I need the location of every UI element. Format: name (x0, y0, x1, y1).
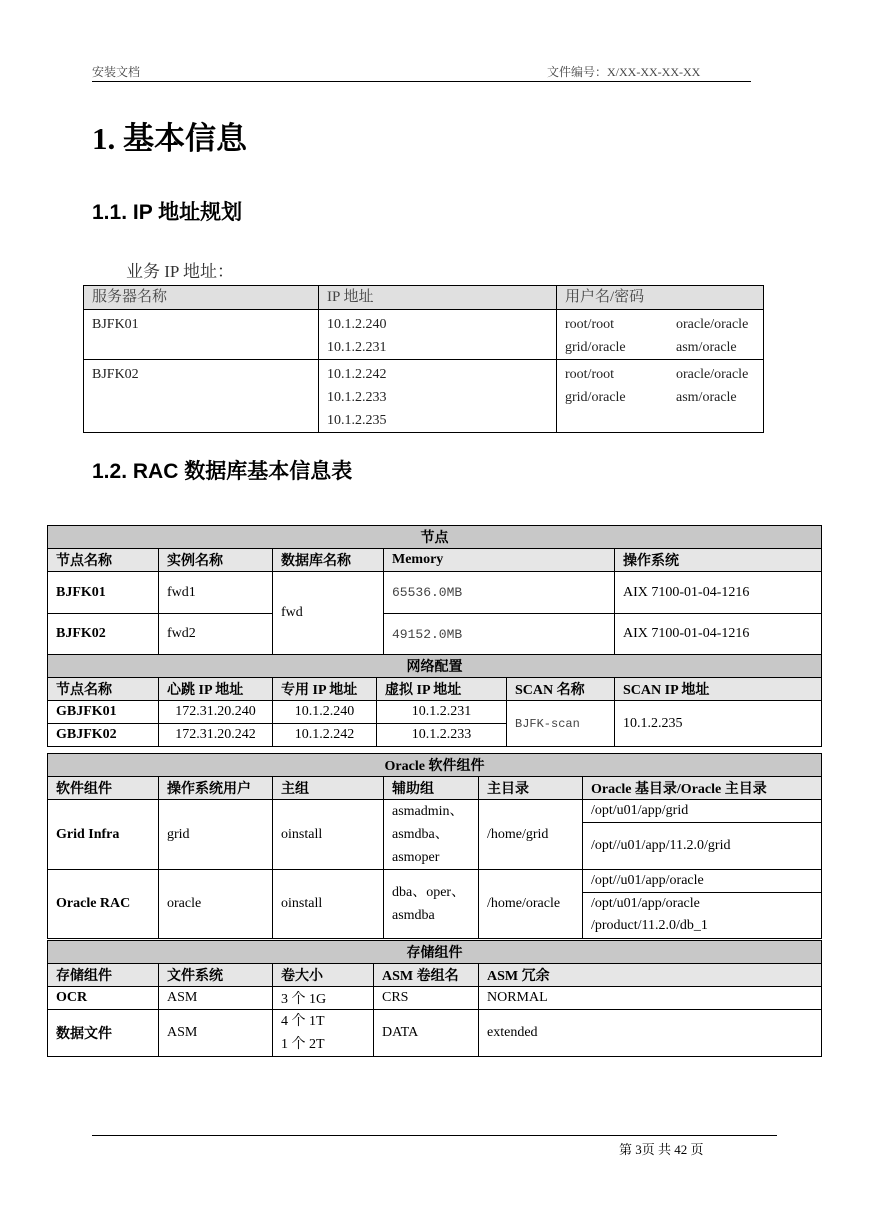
volume-size: 1 个 2T (281, 1037, 325, 1052)
subsection-ip-title: 1.1. IP 地址规划 (92, 201, 243, 224)
col-header: Oracle 基目录/Oracle 主目录 (583, 777, 822, 800)
ip-table (83, 285, 764, 433)
db-name: fwd (273, 572, 384, 655)
col-header: SCAN 名称 (507, 678, 615, 701)
header-left: 安装文档 (92, 65, 141, 79)
col-header: 虚拟 IP 地址 (377, 678, 507, 701)
credential: asm/oracle (676, 390, 737, 405)
col-header: 辅助组 (384, 777, 479, 800)
software-table (47, 753, 822, 939)
storage-table (47, 940, 822, 1057)
credential: oracle/oracle (676, 317, 749, 332)
col-header: 软件组件 (48, 777, 159, 800)
os-user: grid (159, 800, 273, 870)
node-header-row (48, 549, 822, 572)
ip-list (319, 360, 557, 433)
ip-address: 10.1.2.235 (327, 413, 387, 428)
asm-redundancy: NORMAL (479, 987, 822, 1010)
node-name: BJFK02 (48, 614, 159, 655)
private-ip: 10.1.2.242 (273, 724, 377, 747)
oracle-home: /opt//u01/app/11.2.0/grid (591, 838, 731, 853)
header-divider (92, 81, 751, 82)
header-doc-number: 文件编号：X/XX-XX-XX-XX (547, 65, 701, 79)
filesystem: ASM (159, 1010, 273, 1057)
aux-group: asmoper (392, 850, 440, 865)
node-section-title: 节点 (48, 526, 822, 549)
asm-redundancy: extended (479, 1010, 822, 1057)
oracle-home: /opt/u01/app/oracle (591, 896, 700, 911)
storage-section-title: 存储组件 (48, 941, 822, 964)
ip-table-header (84, 286, 764, 310)
col-header: 操作系统用户 (159, 777, 273, 800)
aux-groups (384, 870, 479, 939)
aux-groups (384, 800, 479, 870)
ip-address: 10.1.2.240 (327, 317, 387, 332)
os-user: oracle (159, 870, 273, 939)
credentials (557, 310, 764, 360)
ip-header-creds: 用户名/密码 (557, 286, 764, 310)
col-header: 主目录 (479, 777, 583, 800)
credential: root/root (565, 367, 614, 382)
storage-header-row (48, 964, 822, 987)
aux-group: asmdba、 (392, 827, 449, 842)
col-header: 实例名称 (159, 549, 273, 572)
storage-row (48, 1010, 822, 1057)
private-ip: 10.1.2.240 (273, 701, 377, 724)
credential: grid/oracle (565, 340, 626, 355)
home-dir: /home/oracle (479, 870, 583, 939)
node-name: GBJFK01 (48, 701, 159, 724)
software-header-row (48, 777, 822, 800)
ip-header-ip: IP 地址 (319, 286, 557, 310)
ip-header-server: 服务器名称 (84, 286, 319, 310)
credential: root/root (565, 317, 614, 332)
subsection-rac-title: 1.2. RAC 数据库基本信息表 (92, 460, 353, 483)
asm-volume-group: DATA (374, 1010, 479, 1057)
aux-group: asmdba (392, 908, 435, 923)
col-header: 节点名称 (48, 549, 159, 572)
node-row (48, 572, 822, 614)
ip-intro-text: 业务 IP 地址： (126, 262, 234, 281)
home-dir: /home/grid (479, 800, 583, 870)
node-name: BJFK01 (48, 572, 159, 614)
ip-table-row (84, 360, 764, 433)
aux-group: asmadmin、 (392, 804, 464, 819)
storage-row (48, 987, 822, 1010)
scan-ip: 10.1.2.235 (615, 701, 822, 747)
section-title: 1. 基本信息 (92, 121, 247, 156)
col-header: 专用 IP 地址 (273, 678, 377, 701)
volume-sizes (273, 1010, 374, 1057)
memory: 65536.0MB (384, 572, 615, 614)
network-section-title: 网络配置 (48, 655, 822, 678)
col-header: 数据库名称 (273, 549, 384, 572)
software-section-title: Oracle 软件组件 (48, 754, 822, 777)
credential: oracle/oracle (676, 367, 749, 382)
col-header: SCAN IP 地址 (615, 678, 822, 701)
ip-address: 10.1.2.242 (327, 367, 387, 382)
server-name: BJFK01 (84, 310, 319, 360)
filesystem: ASM (159, 987, 273, 1010)
virtual-ip: 10.1.2.231 (377, 701, 507, 724)
col-header: 心跳 IP 地址 (159, 678, 273, 701)
credential: grid/oracle (565, 390, 626, 405)
oracle-base: /opt//u01/app/oracle (583, 870, 821, 893)
server-name: BJFK02 (84, 360, 319, 433)
heartbeat-ip: 172.31.20.242 (159, 724, 273, 747)
credential: asm/oracle (676, 340, 737, 355)
instance-name: fwd1 (159, 572, 273, 614)
aux-group: dba、oper、 (392, 885, 466, 900)
software-component: Grid Infra (48, 800, 159, 870)
ip-address: 10.1.2.233 (327, 390, 387, 405)
node-row (48, 614, 822, 655)
software-component: Oracle RAC (48, 870, 159, 939)
asm-volume-group: CRS (374, 987, 479, 1010)
footer-divider (92, 1135, 777, 1136)
software-row (48, 870, 822, 939)
oracle-base: /opt/u01/app/grid (583, 800, 821, 823)
ip-list (319, 310, 557, 360)
ip-table-row (84, 310, 764, 360)
rac-info-table (47, 525, 822, 747)
instance-name: fwd2 (159, 614, 273, 655)
oracle-dirs (583, 870, 822, 939)
primary-group: oinstall (273, 870, 384, 939)
network-header-row (48, 678, 822, 701)
col-header: 卷大小 (273, 964, 374, 987)
heartbeat-ip: 172.31.20.240 (159, 701, 273, 724)
col-header: Memory (384, 549, 615, 572)
volume-size: 3 个 1G (273, 987, 374, 1010)
col-header: 文件系统 (159, 964, 273, 987)
os: AIX 7100-01-04-1216 (615, 572, 822, 614)
col-header: ASM 卷组名 (374, 964, 479, 987)
os: AIX 7100-01-04-1216 (615, 614, 822, 655)
col-header: ASM 冗余 (479, 964, 822, 987)
volume-size: 4 个 1T (281, 1014, 325, 1029)
col-header: 操作系统 (615, 549, 822, 572)
storage-component: 数据文件 (48, 1010, 159, 1057)
page-number: 第 3页 共 42 页 (619, 1142, 704, 1157)
col-header: 节点名称 (48, 678, 159, 701)
memory: 49152.0MB (384, 614, 615, 655)
oracle-dirs (583, 800, 822, 870)
oracle-home: /product/11.2.0/db_1 (591, 918, 708, 933)
network-row (48, 701, 822, 724)
credentials (557, 360, 764, 433)
scan-name: BJFK-scan (507, 701, 615, 747)
col-header: 主组 (273, 777, 384, 800)
virtual-ip: 10.1.2.233 (377, 724, 507, 747)
col-header: 存储组件 (48, 964, 159, 987)
primary-group: oinstall (273, 800, 384, 870)
storage-component: OCR (48, 987, 159, 1010)
ip-address: 10.1.2.231 (327, 340, 387, 355)
software-row (48, 800, 822, 870)
node-name: GBJFK02 (48, 724, 159, 747)
